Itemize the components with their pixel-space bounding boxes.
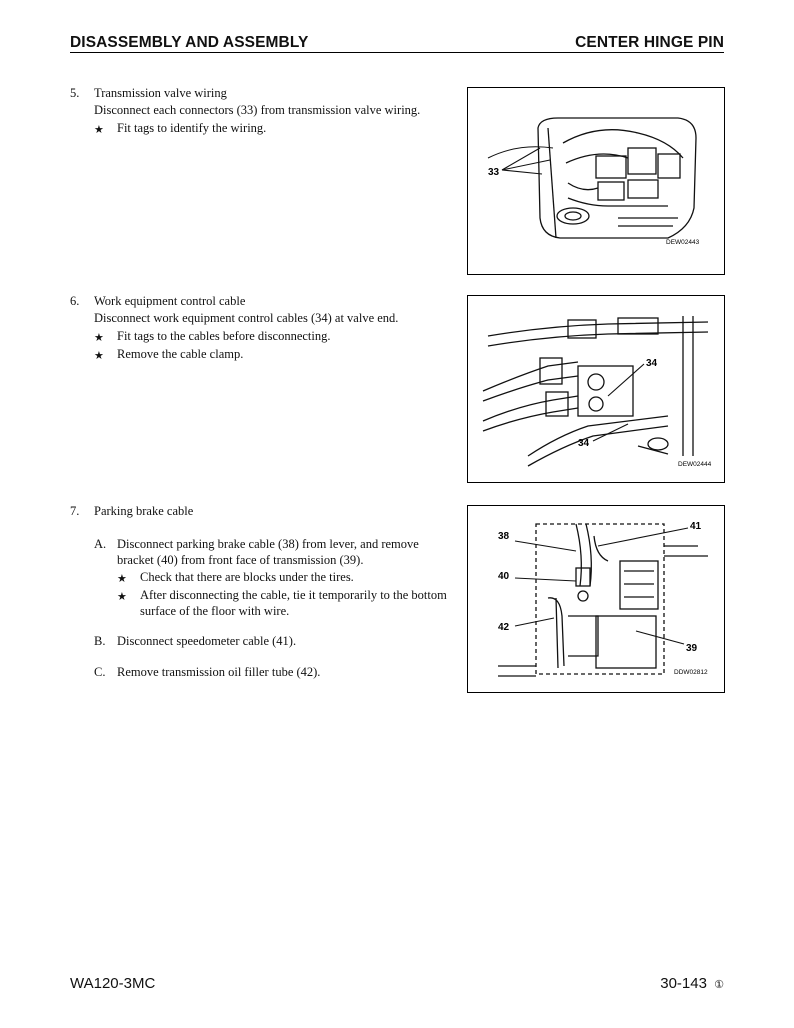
note-text: Fit tags to identify the wiring.	[117, 121, 267, 135]
revision-mark-icon: ①	[714, 978, 724, 991]
callout-label: 42	[498, 622, 510, 633]
substep-text: Disconnect speedometer cable (41).	[117, 634, 297, 648]
callout-label: 34	[646, 358, 658, 369]
star-icon: ★	[117, 573, 127, 585]
figure-illustration	[468, 296, 724, 482]
star-icon: ★	[117, 591, 127, 603]
figure-code: DDW02812	[674, 669, 708, 676]
substep-text: Disconnect parking brake cable (38) from lever, and remove	[117, 537, 419, 551]
callout-label: 38	[498, 531, 510, 542]
note-text: surface of the floor with wire.	[140, 604, 290, 618]
page-topic: CENTER HINGE PIN	[575, 34, 724, 51]
step-title: Parking brake cable	[94, 504, 194, 518]
callout-label: 39	[686, 643, 698, 654]
callout-label: 33	[488, 167, 500, 178]
figure-transmission-valve-wiring	[467, 87, 725, 275]
substep-letter: C.	[94, 665, 106, 679]
note-text: Check that there are blocks under the tires.	[140, 570, 354, 584]
figure-code: DEW02443	[666, 239, 700, 246]
step-number: 6.	[70, 294, 80, 308]
callout-label: 41	[690, 521, 702, 532]
figure-illustration	[468, 506, 724, 692]
note-text: Remove the cable clamp.	[117, 347, 244, 361]
note-text: Fit tags to the cables before disconnecting.	[117, 329, 331, 343]
figure-control-cables	[467, 295, 725, 483]
substep-letter: A.	[94, 537, 107, 551]
step-title: Transmission valve wiring	[94, 86, 227, 100]
callout-label: 34	[578, 438, 590, 449]
page-number	[660, 975, 724, 992]
step-number: 5.	[70, 86, 80, 100]
header-rule	[70, 52, 724, 53]
figure-parking-brake	[467, 505, 725, 693]
star-icon: ★	[94, 124, 104, 136]
section-title: DISASSEMBLY AND ASSEMBLY	[70, 34, 309, 51]
callout-label: 40	[498, 571, 510, 582]
figure-illustration	[468, 88, 724, 274]
step-title: Work equipment control cable	[94, 294, 246, 308]
figure-code: DEW02444	[678, 461, 712, 468]
step-number: 7.	[70, 504, 80, 518]
model-code: WA120-3MC	[70, 975, 156, 992]
substep-text: bracket (40) from front face of transmission (39).	[117, 553, 364, 567]
step-text: Disconnect each connectors (33) from transmission valve wiring.	[94, 103, 421, 117]
star-icon: ★	[94, 350, 104, 362]
step-text: Disconnect work equipment control cables (34) at valve end.	[94, 311, 399, 325]
substep-letter: B.	[94, 634, 106, 648]
substep-text: Remove transmission oil filler tube (42).	[117, 665, 321, 679]
note-text: After disconnecting the cable, tie it temporarily to the bottom	[140, 588, 447, 602]
page-number-text: 30-143	[660, 975, 707, 992]
star-icon: ★	[94, 332, 104, 344]
